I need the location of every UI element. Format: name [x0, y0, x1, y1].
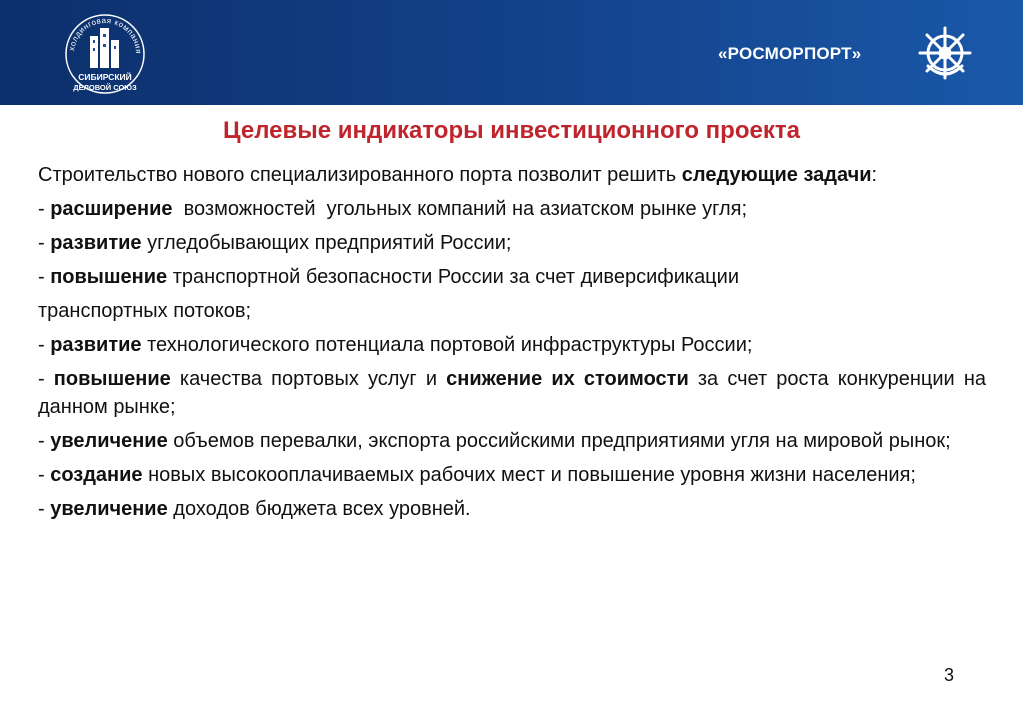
sibirsky-delovoy-soyuz-logo	[60, 8, 150, 100]
intro-paragraph: Строительство нового специализированного порта позволит решить следующие задачи:	[38, 164, 878, 186]
list-item-continuation: транспортных потоков;	[38, 300, 252, 322]
anchor-helm-icon	[912, 20, 978, 86]
list-item: - развитие технологического потенциала портовой инфраструктуры России;	[38, 334, 753, 356]
svg-text:ДЕЛОВОЙ СОЮЗ: ДЕЛОВОЙ СОЮЗ	[73, 83, 137, 92]
list-item: - увеличение доходов бюджета всех уровней.	[38, 498, 471, 520]
svg-text:холдинговая компания: холдинговая компания	[67, 15, 144, 55]
list-item: - увеличение объемов перевалки, экспорта российскими предприятиями угля на мировой рынок;	[38, 430, 951, 452]
page-number: 3	[944, 665, 955, 685]
svg-text:СИБИРСКИЙ: СИБИРСКИЙ	[78, 72, 132, 82]
list-item: - расширение возможностей угольных компаний на азиатском рынке угля;	[38, 198, 748, 220]
header-banner	[0, 0, 1023, 105]
slide-body	[38, 161, 986, 523]
list-item: - повышение качества портовых услуг и снижение их стоимости за счет роста конкуренции на данном рынке;	[38, 368, 986, 418]
list-item: - создание новых высокооплачиваемых рабочих мест и повышение уровня жизни населения;	[38, 464, 916, 486]
list-item: - повышение транспортной безопасности России за счет диверсификации	[38, 266, 739, 288]
list-item: - развитие угледобывающих предприятий России;	[38, 232, 512, 254]
slide-title: Целевые индикаторы инвестиционного проекта	[223, 117, 800, 144]
rosmorport-brand: «РОСМОРПОРТ»	[718, 44, 862, 63]
